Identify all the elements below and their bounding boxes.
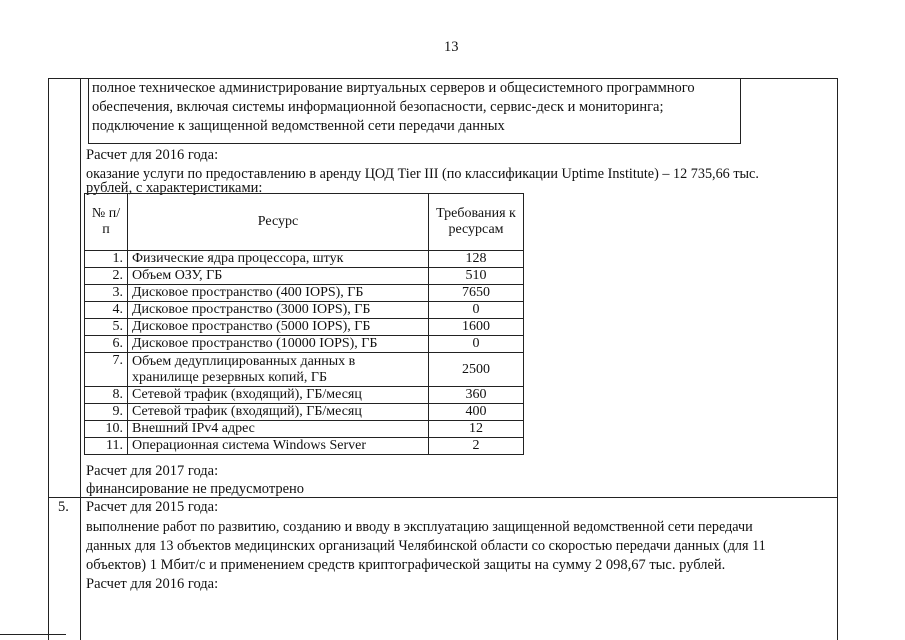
table-header-row — [85, 194, 524, 251]
frame-left-border — [48, 78, 49, 640]
calc-2017-title: Расчет для 2017 года: — [86, 463, 219, 479]
row-resource: Внешний IPv4 адрес — [128, 421, 429, 438]
calc-2015-title: Расчет для 2015 года: — [86, 499, 219, 515]
row-number: 8. — [85, 387, 128, 404]
page-number: 13 — [444, 39, 459, 55]
table-row — [85, 319, 524, 336]
row-resource: Объем ОЗУ, ГБ — [128, 268, 429, 285]
row-number: 2. — [85, 268, 128, 285]
calc-2016-title: Расчет для 2016 года: — [86, 147, 219, 163]
inner-box-right — [740, 78, 741, 144]
row-resource: Сетевой трафик (входящий), ГБ/месяц — [128, 404, 429, 421]
table-row — [85, 438, 524, 455]
row-number: 6. — [85, 336, 128, 353]
calc-2015-line-3: объектов) 1 Мбит/с и применением средств криптографической защиты на сумму 2 098,67 тыс. рублей. — [86, 557, 726, 573]
row-resource: Операционная система Windows Server — [128, 438, 429, 455]
frame-right-border — [837, 78, 838, 640]
row-value: 2 — [429, 438, 524, 455]
table-row — [85, 251, 524, 268]
header-resource: Ресурс — [128, 194, 429, 251]
row-number: 1. — [85, 251, 128, 268]
row-value: 0 — [429, 336, 524, 353]
row-value: 510 — [429, 268, 524, 285]
calc-2016-line-1: оказание услуги по предоставлению в аренду ЦОД Tier III (по классификации Uptime Institute) – 12 735,66 тыс. — [86, 166, 759, 182]
row-number: 5. — [85, 319, 128, 336]
calc-2015-line-1: выполнение работ по развитию, созданию и вводу в эксплуатацию защищенной ведомственной сети передачи — [86, 519, 753, 535]
row-value: 1600 — [429, 319, 524, 336]
resources-table — [84, 193, 524, 455]
header-number: № п/п — [85, 194, 128, 251]
row-value: 400 — [429, 404, 524, 421]
section5-number: 5. — [58, 499, 69, 515]
row-value: 2500 — [429, 353, 524, 387]
table-row — [85, 268, 524, 285]
section4-top-line-1: полное техническое администрирование виртуальных серверов и общесистемного программного — [92, 80, 695, 96]
table-row — [85, 387, 524, 404]
row-number: 7. — [85, 353, 128, 387]
row-number: 9. — [85, 404, 128, 421]
section4-top-line-2: обеспечения, включая системы информационной безопасности, сервис-деск и мониторинга; — [92, 99, 664, 115]
row-number: 10. — [85, 421, 128, 438]
row-resource: Сетевой трафик (входящий), ГБ/месяц — [128, 387, 429, 404]
row-value: 12 — [429, 421, 524, 438]
calc-2015-line-2: данных для 13 объектов медицинских организаций Челябинской области со скоростью передачи данных (для 11 — [86, 538, 766, 554]
inner-box-left — [88, 78, 89, 144]
row-resource: Дисковое пространство (5000 IOPS), ГБ — [128, 319, 429, 336]
table-row — [85, 336, 524, 353]
row-resource: Дисковое пространство (400 IOPS), ГБ — [128, 285, 429, 302]
row-number: 3. — [85, 285, 128, 302]
row-value: 360 — [429, 387, 524, 404]
section4-top-line-3: подключение к защищенной ведомственной сети передачи данных — [92, 118, 505, 134]
table-row — [85, 421, 524, 438]
row-resource: Дисковое пространство (3000 IOPS), ГБ — [128, 302, 429, 319]
table-row — [85, 285, 524, 302]
table-row — [85, 404, 524, 421]
row-number: 11. — [85, 438, 128, 455]
row-value: 7650 — [429, 285, 524, 302]
inner-box-bottom — [88, 143, 741, 144]
calc-2016-title-section5: Расчет для 2016 года: — [86, 576, 219, 592]
row-resource: Дисковое пространство (10000 IOPS), ГБ — [128, 336, 429, 353]
frame-column-divider — [80, 78, 81, 640]
table-row — [85, 353, 524, 387]
calc-2016-line-2: рублей, с характеристиками: — [86, 180, 263, 196]
calc-2017-text: финансирование не предусмотрено — [86, 481, 305, 497]
footnote-rule — [0, 634, 66, 635]
table-row — [85, 302, 524, 319]
row-value: 128 — [429, 251, 524, 268]
header-requirements: Требования к ресурсам — [429, 194, 524, 251]
row-value: 0 — [429, 302, 524, 319]
row-number: 4. — [85, 302, 128, 319]
row-resource: Физические ядра процессора, штук — [128, 251, 429, 268]
row-resource: Объем дедуплицированных данных в хранилище резервных копий, ГБ — [128, 353, 429, 387]
